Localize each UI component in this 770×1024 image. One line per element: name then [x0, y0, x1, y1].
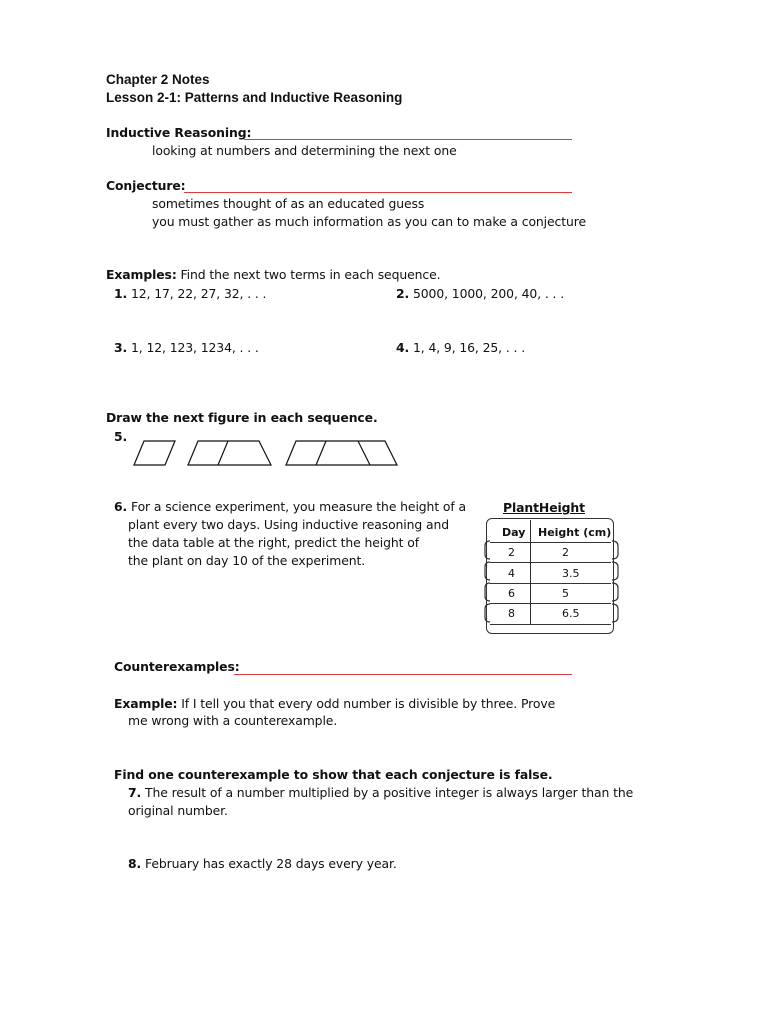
figure-2-divider: [218, 441, 228, 465]
examples-label: Examples:: [106, 267, 177, 282]
table-cell-day: 8: [508, 607, 515, 620]
example-number: 2.: [396, 286, 410, 301]
examples-heading: [106, 267, 440, 282]
example-sequence: 5000, 1000, 200, 40, . . .: [412, 286, 565, 301]
problem-7-line-1: [128, 785, 633, 800]
example-item-3: [114, 340, 259, 355]
table-cell-height: 5: [562, 587, 569, 600]
lesson-title: Lesson 2-1: Patterns and Inductive Reasoning: [106, 90, 403, 105]
table-column-divider: [530, 520, 531, 624]
inductive-reasoning-blank: [244, 139, 572, 140]
examples-instruction: Find the next two terms in each sequence.: [180, 267, 441, 282]
conjecture-note-2: you must gather as much information as you can to make a conjecture: [152, 214, 587, 229]
conjecture-blank: [184, 192, 572, 193]
figure-3-trapezoid: [286, 441, 397, 465]
problem-6-line-4: the plant on day 10 of the experiment.: [128, 553, 366, 568]
inductive-reasoning-note: looking at numbers and determining the next one: [152, 143, 457, 158]
example-sequence: 12, 17, 22, 27, 32, . . .: [130, 286, 267, 301]
problem-8: [128, 856, 397, 871]
table-cell-height: 6.5: [562, 607, 580, 620]
problem-6-number: 6.: [114, 499, 128, 514]
problem-7-number: 7.: [128, 785, 142, 800]
example-sequence: 1, 12, 123, 1234, . . .: [130, 340, 259, 355]
problem-8-number: 8.: [128, 856, 142, 871]
parallelogram-sequence-figure: [128, 436, 403, 468]
table-cell-height: 2: [562, 546, 569, 559]
problem-6-line-3: the data table at the right, predict the height of: [128, 535, 419, 550]
example-number: 3.: [114, 340, 128, 355]
table-header-day: Day: [502, 526, 526, 539]
problem-8-text: February has exactly 28 days every year.: [144, 856, 397, 871]
find-counterexample-heading: Find one counterexample to show that each conjecture is false.: [114, 767, 553, 782]
table-cell-day: 2: [508, 546, 515, 559]
table-header-height: Height (cm): [538, 526, 612, 539]
example-item-1: [114, 286, 266, 301]
draw-item-number: 5.: [114, 429, 128, 444]
example-item-4: [396, 340, 525, 355]
problem-6-line-1: [114, 499, 466, 514]
plant-table-title: PlantHeight: [503, 500, 585, 515]
conjecture-label: Conjecture:: [106, 178, 186, 193]
counterexamples-blank: [234, 674, 572, 675]
table-row-brackets: [482, 538, 622, 630]
figure-3-divider-1: [316, 441, 326, 465]
counter-example-text: If I tell you that every odd number is divisible by three. Prove: [181, 696, 556, 711]
example-number: 4.: [396, 340, 410, 355]
figure-3-divider-2: [358, 441, 370, 465]
figure-2-trapezoid: [188, 441, 271, 465]
counter-example-label: Example:: [114, 696, 178, 711]
table-cell-day: 6: [508, 587, 515, 600]
example-item-2: [396, 286, 564, 301]
example-number: 1.: [114, 286, 128, 301]
example-sequence: 1, 4, 9, 16, 25, . . .: [412, 340, 526, 355]
counter-example-line-2: me wrong with a counterexample.: [128, 713, 338, 728]
conjecture-note-1: sometimes thought of as an educated guess: [152, 196, 425, 211]
table-row-divider: [490, 624, 611, 625]
counterexamples-label: Counterexamples:: [114, 659, 240, 674]
problem-7-line-2: original number.: [128, 803, 228, 818]
draw-heading: Draw the next figure in each sequence.: [106, 410, 378, 425]
figure-1-parallelogram: [134, 441, 175, 465]
counter-example-line-1: [114, 696, 555, 711]
inductive-reasoning-label: Inductive Reasoning:: [106, 125, 252, 140]
table-cell-day: 4: [508, 567, 515, 580]
problem-6-line-2: plant every two days. Using inductive reasoning and: [128, 517, 450, 532]
problem-7-text: The result of a number multiplied by a positive integer is always larger than the: [144, 785, 634, 800]
table-cell-height: 3.5: [562, 567, 580, 580]
chapter-title: Chapter 2 Notes: [106, 72, 210, 87]
table-row-divider: [490, 562, 611, 563]
problem-6-text: For a science experiment, you measure the height of a: [130, 499, 466, 514]
